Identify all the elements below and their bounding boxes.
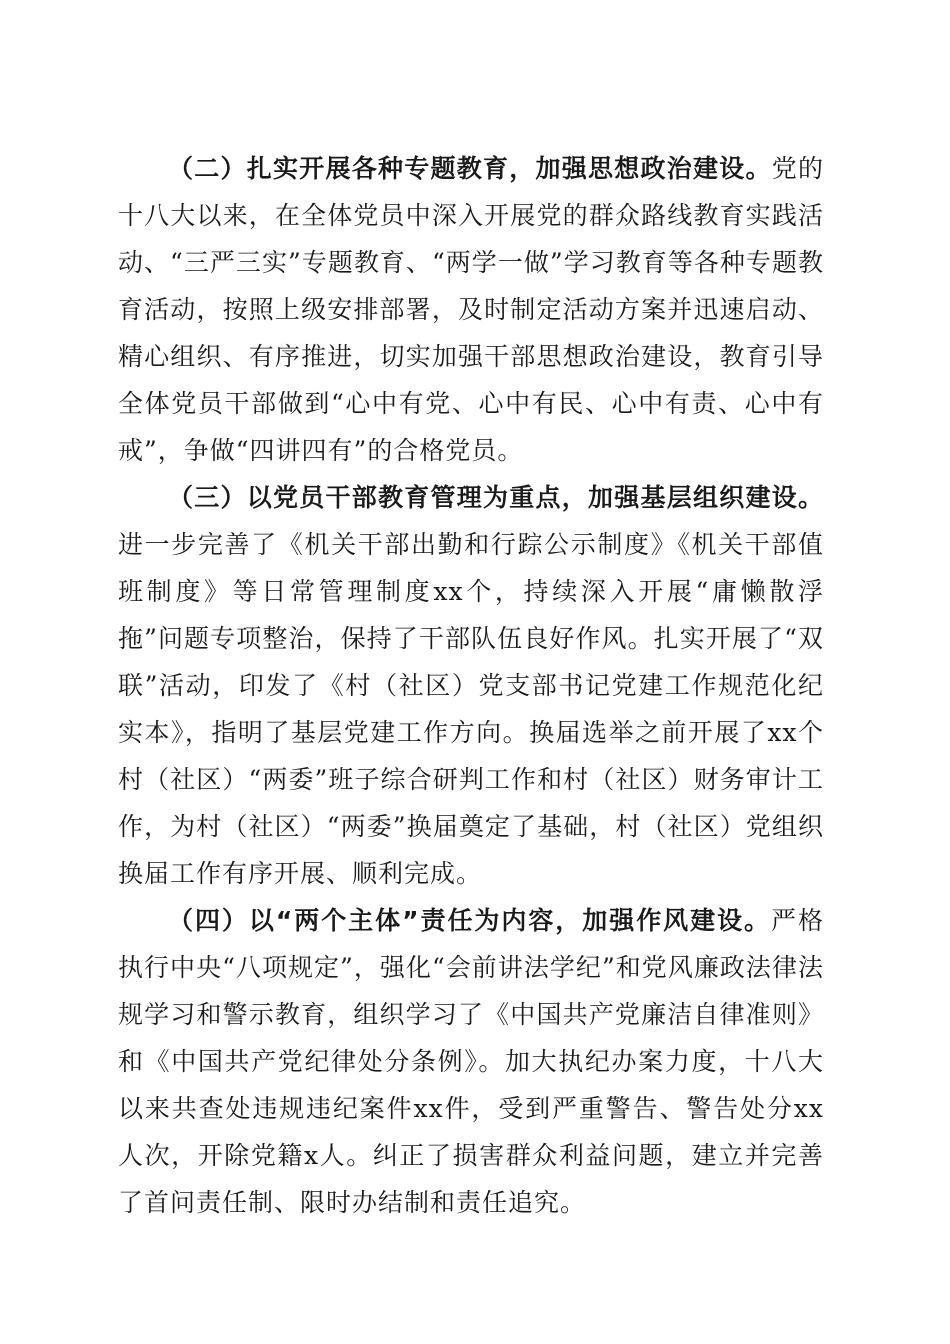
paragraph-heading: （四）以“两个主体”责任为内容，加强作风建设。 xyxy=(168,906,772,935)
paragraph-text: 进一步完善了《机关干部出勤和行踪公示制度》《机关干部值班制度》等日常管理制度xx个，持续深入开展“庸懒散浮拖”问题专项整治，保持了干部队伍良好作风。扎实开展了“双联”活动，印发了《村（社区）党支部书记党建工作规范化纪实本》，指明了基层党建工作方向。换届选举之前开展了xx个村（社区）“两委”班子综合研判工作和村（社区）财务审计工作，为村（社区）“两委”换届奠定了基础，村（社区）党组织换届工作有序开展、顺利完成。 xyxy=(118,530,824,888)
paragraph-3 xyxy=(118,474,824,897)
paragraph-2 xyxy=(118,145,824,474)
paragraph-4 xyxy=(118,897,824,1226)
paragraph-text: 党的十八大以来，在全体党员中深入开展党的群众路线教育实践活动、“三严三实”专题教育、“两学一做”学习教育等各种专题教育活动，按照上级安排部署，及时制定活动方案并迅速启动、精心组织、有序推进，切实加强干部思想政治建设，教育引导全体党员干部做到“心中有党、心中有民、心中有责、心中有戒”，争做“四讲四有”的合格党员。 xyxy=(118,154,824,465)
document-body xyxy=(118,145,824,1226)
paragraph-heading: （三）以党员干部教育管理为重点，加强基层组织建设。 xyxy=(168,483,824,512)
paragraph-text: 严格执行中央“八项规定”，强化“会前讲法学纪”和党风廉政法律法规学习和警示教育，组织学习了《中国共产党廉洁自律准则》和《中国共产党纪律处分条例》。加大执纪办案力度，十八大以来共查处违规违纪案件xx件，受到严重警告、警告处分xx人次，开除党籍x人。纠正了损害群众利益问题，建立并完善了首问责任制、限时办结制和责任追究。 xyxy=(118,906,824,1217)
paragraph-heading: （二）扎实开展各种专题教育，加强思想政治建设。 xyxy=(168,154,772,183)
